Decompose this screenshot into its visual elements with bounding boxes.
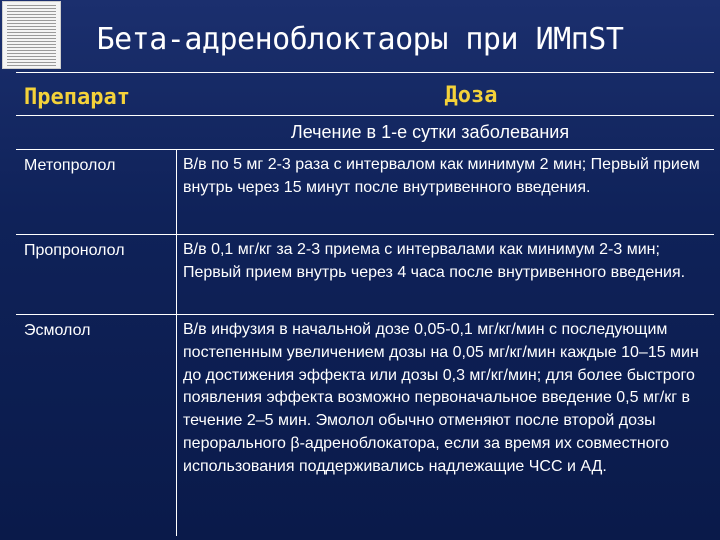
table-subheader-row (16, 116, 714, 150)
table-subheader: Лечение в 1-е сутки заболевания (290, 122, 570, 142)
dosage-table (16, 72, 714, 536)
table-row (16, 315, 714, 536)
dose-text: В/в по 5 мг 2-3 раза с интервалом как минимум 2 мин; Первый прием внутрь через 15 минут после внутривенного введения. (176, 150, 714, 234)
drug-name: Метопролол (24, 157, 116, 174)
drug-name: Эсмолол (24, 322, 91, 339)
table-row (16, 235, 714, 315)
drug-name: Пропронолол (24, 242, 125, 259)
table-row (16, 150, 714, 235)
header-dose: Доза (444, 83, 498, 108)
header-drug: Препарат (24, 85, 130, 110)
document-thumbnail-image (2, 1, 61, 69)
table-header-row (16, 73, 714, 116)
dose-text: В/в инфузия в начальной дозе 0,05-0,1 мг/кг/мин с последующим постепенным увеличением дозы на 0,05 мг/кг/мин каждые 10–15 мин до достижения эффекта или дозы 0,3 мг/кг/мин; для более быстрого появления эффекта возможно первоначальное введение 0,5 мг/кг в течение 2–5 мин. Эмолол обычно отменяют после второй дозы перорального β-адреноблокатора, если за время их совместного использования поддерживались надлежащие ЧСС и АД. (176, 315, 714, 536)
dose-text: В/в 0,1 мг/кг за 2-3 приема с интервалами как минимум 2-3 мин; Первый прием внутрь через 4 часа после внутривенного введения. (176, 235, 714, 314)
slide-title: Бета-адреноблоктаоры при ИМпST (96, 22, 624, 57)
